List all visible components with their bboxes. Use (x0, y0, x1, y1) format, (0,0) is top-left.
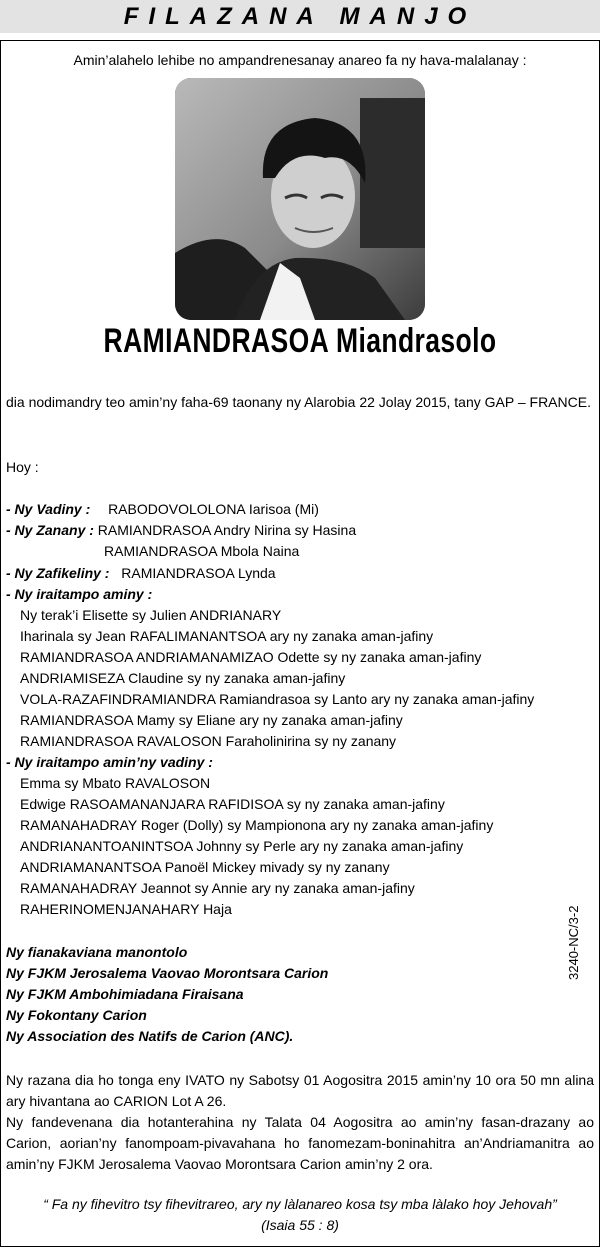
hoy-label: Hoy : (6, 459, 39, 475)
iraitampo-vadiny-item: RAMANAHADRAY Roger (Dolly) sy Mampionona ary ny zanaka aman-jafiny (20, 817, 494, 833)
zafikeliny-row (6, 564, 276, 582)
iraitampo-item: Iharinala sy Jean RAFALIMANANTSOA ary ny zanaka aman-jafiny (20, 628, 434, 644)
iraitampo-vadiny-item: Emma sy Mbato RAVALOSON (20, 775, 211, 791)
group-line: Ny FJKM Ambohimiadana Firaisana (6, 986, 244, 1002)
intro-text: Amin’alahelo lehibe no ampandrenesanay anareo fa ny hava-malalanay : (73, 52, 527, 68)
portrait-photo (175, 78, 425, 320)
iraitampo-item: RAMIANDRASOA Mamy sy Eliane ary ny zanaka aman-jafiny (20, 712, 403, 728)
group-line: Ny fianakaviana manontolo (6, 944, 188, 960)
quote-text: “ Fa ny fihevitro tsy fihevitrareo, ary ny làlanareo kosa tsy mba làlako hoy Jehovah” (43, 1196, 557, 1212)
iraitampo-item: RAMIANDRASOA RAVALOSON Faraholinirina sy ny zanany (20, 733, 397, 749)
iraitampo-vadiny-item: ANDRIANANTOANINTSOA Johnny sy Perle ary ny zanaka aman-jafiny (20, 838, 464, 854)
iraitampo-label: - Ny iraitampo aminy : (6, 586, 153, 602)
portrait-photo-icon (175, 78, 425, 320)
vadiny-label: - Ny Vadiny : (6, 501, 91, 517)
vadiny-value: RABODOVOLOLONA Iarisoa (Mi) (108, 501, 319, 517)
vadiny-row (6, 500, 319, 518)
notice-title: FILAZANA MANJO (123, 2, 477, 30)
zanany-row (6, 521, 356, 539)
funeral-paragraph: Ny fandevenana dia hotanterahina ny Talata 04 Aogositra ao amin’ny fasan-drazany ao Carion, aorian’ny fanompoam-pivavahana ho fanomezam-boninahitra an’Andriamanitra ao amin’ny FJKM Jerosalema Vaovao Morontsara Carion amin’ny 2 ora. (6, 1114, 594, 1172)
iraitampo-item: RAMIANDRASOA ANDRIAMANAMIZAO Odette sy ny zanaka aman-jafiny (20, 649, 482, 665)
notice-header (0, 0, 600, 33)
deceased-name: RAMIANDRASOA Miandrasolo (103, 322, 497, 360)
iraitampo-vadiny-item: RAHERINOMENJANAHARY Haja (20, 901, 232, 917)
reference-code: 3240-NC/3-2 (566, 905, 581, 980)
iraitampo-item: VOLA-RAZAFINDRAMIANDRA Ramiandrasoa sy Lanto ary ny zanaka aman-jafiny (20, 691, 535, 707)
group-line: Ny FJKM Jerosalema Vaovao Morontsara Carion (6, 965, 329, 981)
group-line: Ny Association des Natifs de Carion (ANC). (6, 1028, 294, 1044)
iraitampo-item: ANDRIAMISEZA Claudine sy ny zanaka aman-jafiny (20, 670, 346, 686)
iraitampo-vadiny-label: - Ny iraitampo amin’ny vadiny : (6, 754, 213, 770)
arrival-paragraph: Ny razana dia ho tonga eny IVATO ny Sabotsy 01 Aogositra 2015 amin’ny 10 ora 50 mn alina ary hivantana ao CARION Lot A 26. (6, 1072, 594, 1109)
zanany-value-2: RAMIANDRASOA Mbola Naina (104, 543, 300, 559)
iraitampo-vadiny-item: Edwige RASOAMANANJARA RAFIDISOA sy ny zanaka aman-jafiny (20, 796, 445, 812)
zanany-label: - Ny Zanany : (6, 522, 94, 538)
group-line: Ny Fokontany Carion (6, 1007, 147, 1023)
zafikeliny-value: RAMIANDRASOA Lynda (121, 565, 276, 581)
iraitampo-item: Ny terak’i Elisette sy Julien ANDRIANARY (20, 607, 282, 623)
quote-reference: (Isaia 55 : 8) (261, 1217, 339, 1233)
zafikeliny-label: - Ny Zafikeliny : (6, 565, 110, 581)
closing-quote (0, 1194, 600, 1236)
iraitampo-vadiny-item: ANDRIAMANANTSOA Panoël Mickey mivady sy ny zanany (20, 859, 390, 875)
death-notice: dia nodimandry teo amin’ny faha-69 taonany ny Alarobia 22 Jolay 2015, tany GAP – FRANCE. (6, 394, 591, 410)
zanany-value-1: RAMIANDRASOA Andry Nirina sy Hasina (97, 522, 357, 538)
iraitampo-vadiny-item: RAMANAHADRAY Jeannot sy Annie ary ny zanaka aman-jafiny (20, 880, 415, 896)
